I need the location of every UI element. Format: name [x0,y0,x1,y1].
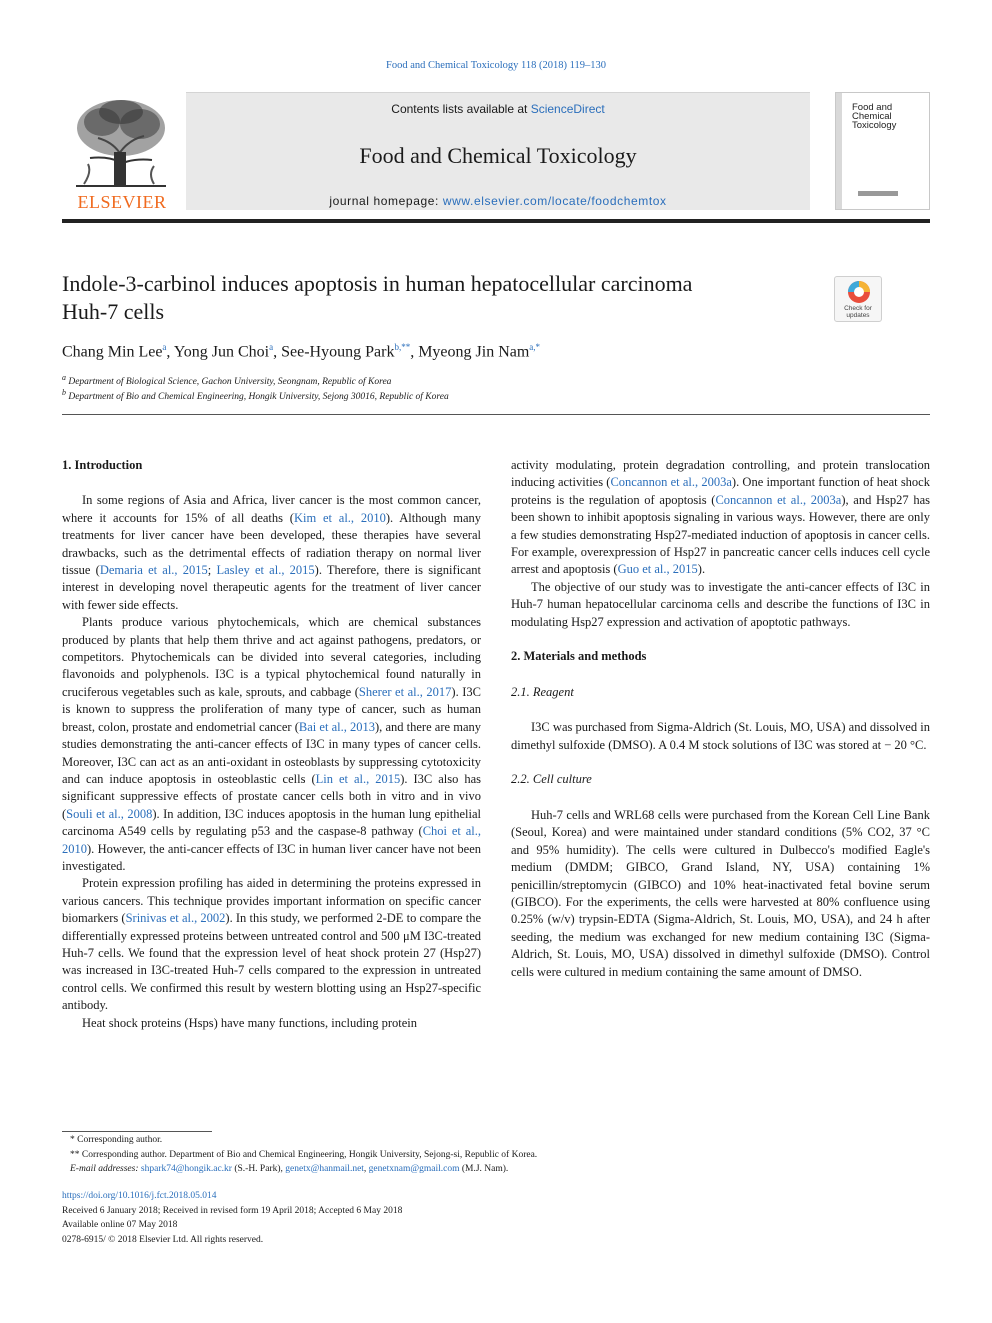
affiliation [62,373,391,387]
copyright: 0278-6915/ © 2018 Elsevier Ltd. All rights reserved. [62,1234,264,1245]
cover-title-line: Chemical [852,111,892,122]
cover-footer-mark [858,191,898,196]
email-link[interactable]: genetxnam@gmail.com [368,1164,460,1175]
journal-reference[interactable]: Food and Chemical Toxicology 118 (2018) 119–130 [386,60,606,71]
text-run: Protein expression profiling has aided in determining the proteins expressed in various cancers. This technique provides important information on specific cancer biomarkers ( [62,876,481,926]
author-affiliation-marker[interactable]: b,** [394,342,411,352]
author-list [62,342,540,361]
text-run: ). I3C also has significant suppressive effects of prostate cancer cells both in vitro and in vivo ( [62,771,481,821]
check-for-updates-badge[interactable] [834,276,882,322]
citation-link[interactable]: Choi et al., 2010 [62,824,481,856]
email-separator: , [363,1164,369,1175]
crossmark-icon [835,277,883,305]
footnote-corresponding-2: ** Corresponding author. Department of Bio and Chemical Engineering, Hongik University, Sejong-si, Republic of Korea. [70,1149,538,1160]
publication-info [62,1189,402,1247]
author-affiliation-marker[interactable]: a [162,342,167,352]
text-run: ). [697,562,706,577]
citation-link[interactable]: Srinivas et al., 2002 [125,911,226,926]
email-link[interactable]: genetx@hanmail.net [285,1164,364,1175]
text-run: ). In addition, I3C induces apoptosis in the human lung epithelial carcinoma A549 cells by regulating p53 and the caspase-8 pathway ( [62,806,481,839]
citation-link[interactable]: Guo et al., 2015 [617,562,698,577]
cell-culture-paragraph: Huh-7 cells and WRL68 cells were purchased from the Korean Cell Line Bank (Seoul, Korea) and were maintained under standard conditions (5% CO2, 37 °C and 95% humidity). The cells were cultured in Dulbecco's modified Eagle's medium (DMDM; GIBCO, Grand Island, NY, USA) containing 1% penicillin/streptomycin (GIBCO) and 10% heat-inactivated fetal bovine serum (GIBCO). For the experiments, the cells were harvested at 80% confluence using 0.25% (w/v) trypsin-EDTA (Sigma-Aldrich, St. Louis, MO, USA), and 24 h after seeding, the medium was exchanged for new medium containing I3C (Sigma-Aldrich, St. Louis, MO, USA) dissolved in dimethyl sulfoxide (DMSO). Control cells were cultured in medium containing the same amount of DMSO. [511,807,930,979]
title-line: Huh-7 cells [62,299,165,324]
journal-cover-thumbnail[interactable] [835,92,930,210]
reagent-paragraph: I3C was purchased from Sigma-Aldrich (St. Louis, MO, USA) and dissolved in dimethyl sulfoxide (DMSO). A 0.4 M stock solutions of I3C was stored at − 20 °C. [511,720,930,752]
text-run: ). Therefore, there is significant interest in developing novel therapeutic agents for the treatment of liver cancer with fewer side effects. [62,563,481,612]
journal-header [62,92,930,220]
title-line: Indole-3-carbinol induces apoptosis in human hepatocellular carcinoma [62,271,693,296]
text-run: ), and there are many studies demonstrating the anti-cancer effects of I3C in many types of cancer cells. Moreover, I3C can act as an anti-oxidant in osteoblasts by suppressing cytotoxicity and can induce apoptosis in osteoblastic cells ( [62,719,481,786]
text-run: In some regions of Asia and Africa, liver cancer is the most common cancer, where it accounts for 15% of all deaths ( [62,493,481,525]
left-column [62,457,481,1032]
email-label: E-mail addresses: [70,1164,141,1175]
crossmark-label-line: updates [846,312,870,319]
text-run: activity modulating, protein degradation controlling, and protein translocation inducing activities ( [511,458,930,490]
affiliation-text: Department of Biological Science, Gachon University, Seongnam, Republic of Korea [68,377,392,388]
header-rule [62,219,930,223]
citation-link[interactable]: Kim et al., 2010 [293,510,386,525]
journal-title: Food and Chemical Toxicology [359,143,637,168]
contents-line [186,102,810,116]
citation-link[interactable]: Souli et al., 2008 [66,806,153,821]
cover-spine [836,93,842,209]
journal-banner [186,92,810,210]
spacer [511,631,930,648]
text-run: ). One important function of heat shock proteins is the regulation of apoptosis ( [511,475,930,507]
author-name: Chang Min Lee [62,343,163,361]
homepage-link[interactable]: www.elsevier.com/locate/foodchemtox [442,194,667,208]
text-run: Plants produce various phytochemicals, which are chemical substances produced by plants that help them thrive and act against pathogens, predators, or competitors. Phytochemicals can be divided into several categories, including flavonoids and polyphenols. I3C is a typical phytochemical found naturally in cruciferous vegetables such as kale, sprouts, and cabbage ( [62,615,481,699]
spacer [511,754,930,771]
author-affiliation-marker[interactable]: a,* [529,342,541,352]
intro-paragraph-continued [511,457,930,579]
email-link[interactable]: shpark74@hongik.ac.kr [140,1164,232,1175]
intro-paragraph-objective: The objective of our study was to investigate the anti-cancer effects of I3C in Huh-7 human hepatocellular carcinoma cells and describe the functions of I3C in modulating Hsp27 expression and activation of apoptotic pathways. [511,579,930,629]
intro-paragraph-1 [62,492,481,614]
section-heading-methods: 2. Materials and methods [511,649,647,664]
citation-link[interactable]: Lasley et al., 2015 [216,563,315,578]
subsection-heading-reagent: 2.1. Reagent [511,684,574,699]
citation-link[interactable]: Sherer et al., 2017 [358,684,452,699]
section-rule [62,414,930,415]
elsevier-wordmark: ELSEVIER [77,192,167,212]
author-name: See-Hyoung Park [281,343,395,361]
text-run: ). I3C is known to suppress the proliferation of many type of cancer, such as human breast, colon, prostate and endometrial cancer ( [62,684,481,734]
cover-title-line: Food and [852,102,893,113]
email-owner: (S.-H. Park), [231,1164,286,1175]
sciencedirect-link[interactable]: ScienceDirect [530,102,605,116]
author-separator: , [166,343,174,361]
footnote-rule [62,1131,212,1132]
article-title [62,270,802,326]
author-separator: , [273,343,282,361]
text-run: ). In this study, we performed 2-DE to compare the differentially expressed proteins between untreated control and 500 μM I3C-treated Huh-7 cells. We found that the expression level of heat shock protein 27 (Hsp27) was increased in I3C-treated Huh-7 cells compared to the expression in untreated control cells. We confirmed this result by western blotting using an Hsp27-specific antibody. [62,911,481,1013]
subsection-heading-cell-culture: 2.2. Cell culture [511,772,592,787]
citation-link[interactable]: Concannon et al., 2003a [715,492,842,507]
author-separator: , [410,343,419,361]
homepage-line [186,194,810,208]
affiliation-key: b [62,388,66,397]
received-dates: Received 6 January 2018; Received in revised form 19 April 2018; Accepted 6 May 2018 [62,1205,403,1216]
tree-icon [62,92,180,192]
text-run: ). However, the anti-cancer effects of I3C in human liver cancer have not been investigated. [62,841,481,873]
author-affiliation-marker[interactable]: a [269,342,274,352]
text-run: ; [207,563,217,578]
citation-link[interactable]: Concannon et al., 2003a [610,475,732,490]
cover-title-line: Toxicology [852,120,897,131]
contents-prefix: Contents lists available at [391,102,531,116]
affiliation-text: Department of Bio and Chemical Engineering, Hongik University, Sejong 30016, Republic of Korea [68,392,449,403]
section-heading-introduction: 1. Introduction [62,458,143,472]
cover-title [852,103,896,130]
doi-link[interactable]: https://doi.org/10.1016/j.fct.2018.05.014 [62,1191,217,1201]
author-name: Myeong Jin Nam [418,343,530,361]
text-run: ). Although many treatments for liver cancer have been developed, these therapies have several drawbacks, such as the detrimental effects of radiation therapy on normal liver tissue ( [62,510,482,578]
elsevier-tree-logo [62,92,180,212]
email-owner: (M.J. Nam). [459,1164,509,1175]
right-column [511,457,930,981]
affiliation-key: a [62,373,66,382]
intro-paragraph-2 [62,614,481,875]
citation-link[interactable]: Bai et al., 2013 [298,719,376,734]
homepage-prefix: journal homepage: [329,194,443,208]
footnote-corresponding-1: * Corresponding author. [70,1135,163,1145]
intro-paragraph-4: Heat shock proteins (Hsps) have many functions, including protein [82,1015,417,1030]
text-run: ), and Hsp27 has been shown to inhibit apoptosis signaling in various ways. However, there are only a few studies demonstrating Hsp27-mediated induction of apoptosis in cancer cells. For example, overexpression of Hsp27 in pancreatic cancer cells induces cell cycle arrest and apoptosis ( [511,492,931,577]
intro-paragraph-3 [62,875,481,1014]
footnotes [62,1133,762,1177]
available-online: Available online 07 May 2018 [62,1220,178,1231]
crossmark-label-line: Check for [844,305,872,312]
footnote-emails [62,1162,762,1177]
affiliation [62,388,449,402]
crossmark-label [835,305,881,319]
citation-link[interactable]: Lin et al., 2015 [315,771,401,786]
citation-link[interactable]: Demaria et al., 2015 [99,563,208,578]
author-name: Yong Jun Choi [173,343,270,361]
